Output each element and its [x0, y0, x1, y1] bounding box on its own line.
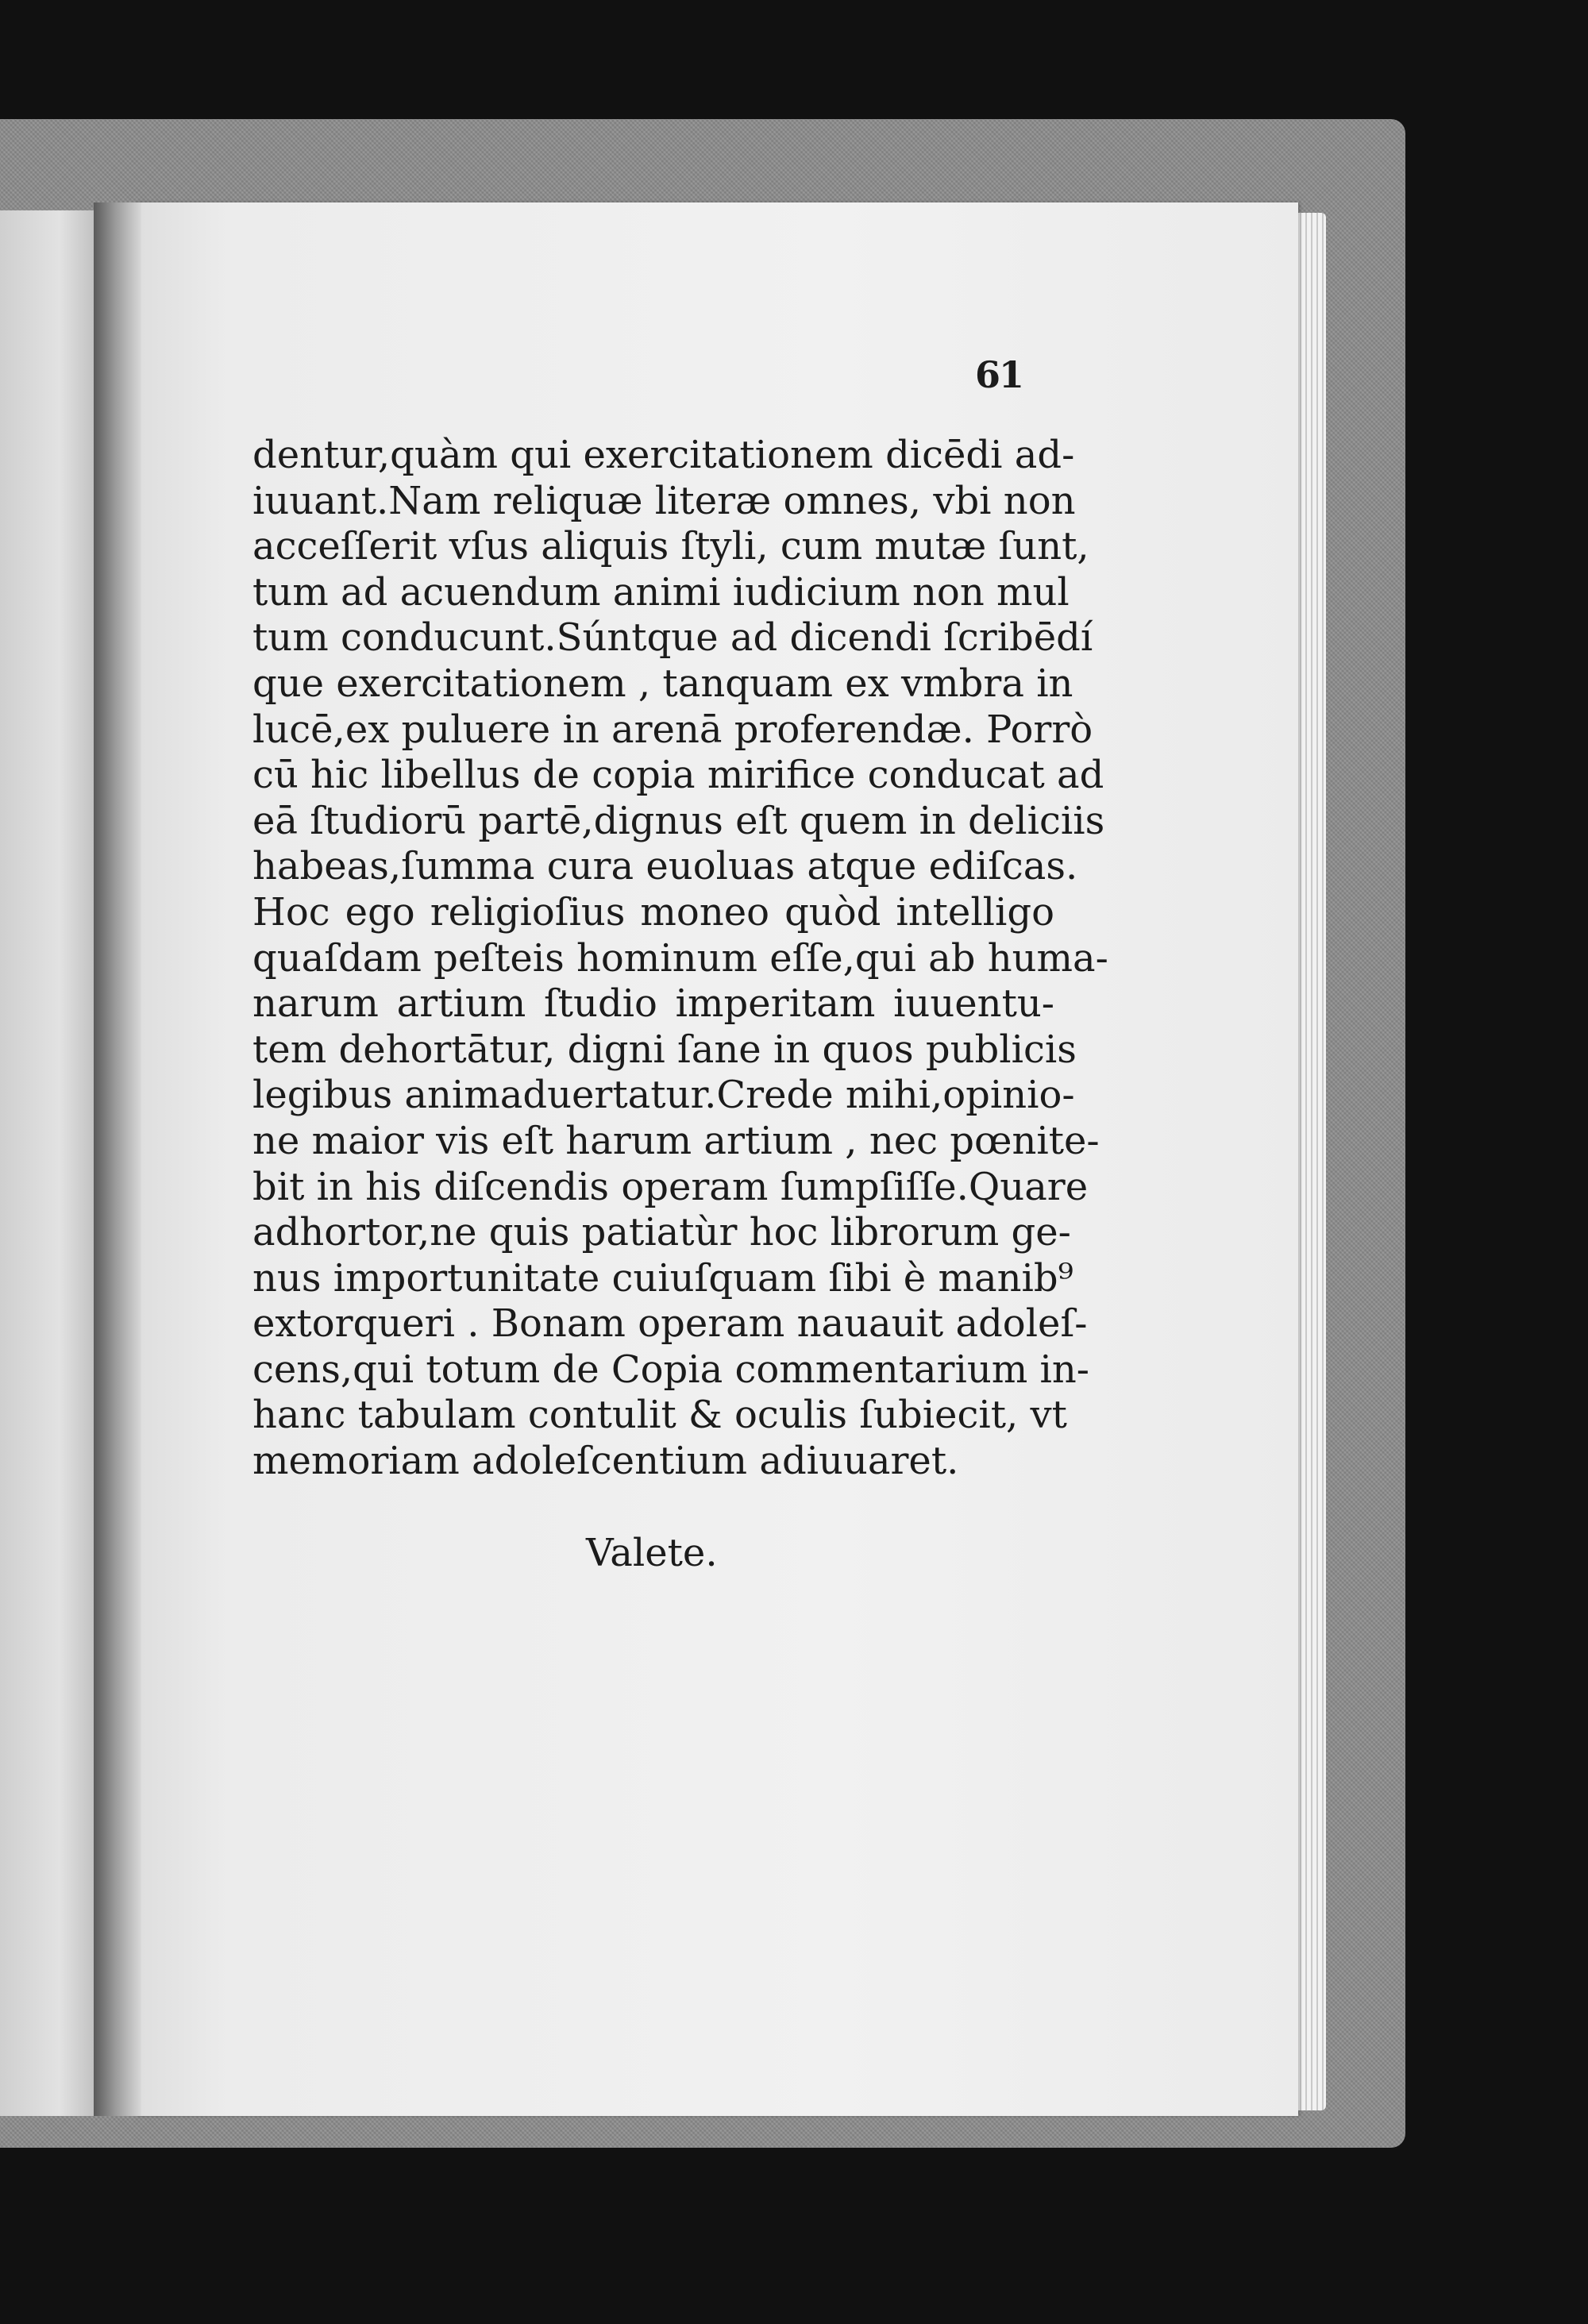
text-line: legibus animaduertatur.Crede mihi,opinio-: [252, 1073, 1075, 1118]
text-line: ne maior vis eſt harum artium , nec pœnite-: [252, 1118, 1100, 1163]
book-gutter: [94, 202, 141, 2116]
text-line: narum artium ſtudio imperitam iuuentu-: [252, 981, 1054, 1027]
text-line: tum ad acuendum animi iudicium non mul: [252, 569, 1070, 615]
page-number: 61: [975, 353, 1023, 396]
text-line: tum conducunt.Súntque ad dicendi ſcribēdí: [252, 615, 1093, 661]
text-line: que exercitationem , tanquam ex vmbra in: [252, 661, 1073, 706]
text-line: extorqueri . Bonam operam nauauit adoleſ-: [252, 1301, 1088, 1347]
text-line: cū hic libellus de copia mirifice conducat ad: [252, 753, 1104, 798]
text-line: cens,qui totum de Copia commentarium in-: [252, 1347, 1089, 1392]
text-line: habeas,ſumma cura euoluas atque ediſcas.: [252, 844, 1078, 889]
closing-valediction: Valete.: [586, 1531, 718, 1575]
body-text: [252, 433, 1108, 1485]
text-line: lucē,ex puluere in arenā proferendæ. Porrò: [252, 707, 1093, 752]
text-line: tem dehortātur, digni ſane in quos publicis: [252, 1027, 1077, 1072]
text-line: quaſdam peſteis hominum eſſe,qui ab huma-: [252, 935, 1108, 981]
text-line: acceſſerit vſus aliquis ſtyli, cum mutæ ſunt,: [252, 524, 1089, 569]
text-line: memoriam adoleſcentium adiuuaret.: [252, 1439, 959, 1484]
text-line: iuuant.Nam reliquæ literæ omnes, vbi non: [252, 478, 1076, 523]
text-line: dentur,quàm qui exercitationem dicēdi ad-: [252, 433, 1075, 477]
left-page-edge: [0, 210, 99, 2116]
text-line: nus importunitate cuiuſquam ſibi è manib⁹: [252, 1255, 1073, 1301]
text-line: eā ſtudiorū partē,dignus eſt quem in deliciis: [252, 798, 1105, 843]
text-line: Hoc ego religioſius moneo quòd intelligo: [252, 889, 1054, 935]
text-line: bit in his diſcendis operam ſumpſiſſe.Quare: [252, 1164, 1089, 1209]
text-line: adhortor,ne quis patiatùr hoc librorum ge-: [252, 1210, 1071, 1255]
text-line: hanc tabulam contulit & oculis ſubiecit, vt: [252, 1393, 1067, 1438]
